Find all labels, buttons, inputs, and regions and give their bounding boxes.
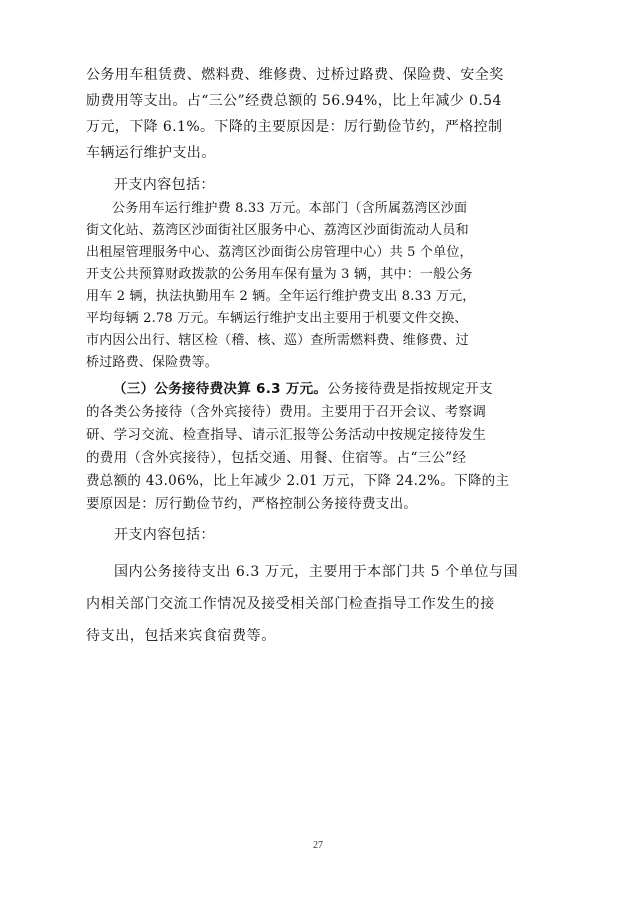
paragraph-expense-items-label [86,522,586,548]
text-line: 开支内容包括： [114,177,215,193]
text-line: 待支出，包括来宾食宿费等。 [86,628,276,644]
text-line: 要原因是：厉行勤俭节约，严格控制公务接待费支出。 [86,496,418,512]
text-line: 励费用等支出。占“三公”经费总额的 56.94%，比上年减少 0.54 [86,93,502,109]
text-line: 开支内容包括： [114,527,215,543]
paragraph-domestic-reception [86,556,586,652]
text-line: 车辆运行维护支出。 [86,145,216,161]
section-heading: （三）公务接待费决算 6.3 万元。 [113,381,328,397]
heading-line-rest: 公务接待费是指按规定开支 [327,381,493,397]
page-body [86,62,586,652]
text-line: 用车 2 辆，执法执勤用车 2 辆。全年运行维护费支出 8.33 万元， [86,289,476,304]
text-line: 的各类公务接待（含外宾接待）费用。主要用于召开会议、考察调 [86,404,487,420]
text-line: 公务用车运行维护费 8.33 万元。本部门（含所属荔湾区沙面 [112,201,468,216]
paragraph-vehicle-maintenance [86,198,586,374]
text-line: 平均每辆 2.78 万元。车辆运行维护支出主要用于机要文件交换、 [86,311,468,326]
text-line: 开支公共预算财政拨款的公务用车保有量为 3 辆，其中：一般公务 [86,267,473,282]
text-line: 桥过路费、保险费等。 [86,355,219,370]
text-line: 国内公务接待支出 6.3 万元，主要用于本部门共 5 个单位与国 [114,564,519,580]
text-line [86,378,586,401]
paragraph-reception-expense [86,378,586,516]
text-line: 公务用车租赁费、燃料费、维修费、过桥过路费、保险费、安全奖 [86,67,504,83]
paragraph-vehicle-summary [86,62,586,166]
text-line: 万元，下降 6.1%。下降的主要原因是：厉行勤俭节约，严格控制 [86,119,503,135]
text-line: 研、学习交流、检查指导、请示汇报等公务活动中按规定接待发生 [86,427,487,443]
text-line: 的费用（含外宾接待），包括交通、用餐、住宿等。占“三公”经 [86,450,467,466]
text-line: 费总额的 43.06%，比上年减少 2.01 万元，下降 24.2%。下降的主 [86,473,510,489]
page-number: 27 [313,840,323,851]
text-line: 街文化站、荔湾区沙面街社区服务中心、荔湾区沙面街流动人员和 [86,223,469,238]
text-line: 市内因公出行、辖区检（稽、核、巡）查所需燃料费、维修费、过 [86,333,469,348]
text-line: 内相关部门交流工作情况及接受相关部门检查指导工作发生的接 [86,596,495,612]
text-line: 出租屋管理服务中心、荔湾区沙面街公房管理中心）共 5 个单位， [86,245,473,260]
paragraph-expense-items-label [86,172,586,198]
